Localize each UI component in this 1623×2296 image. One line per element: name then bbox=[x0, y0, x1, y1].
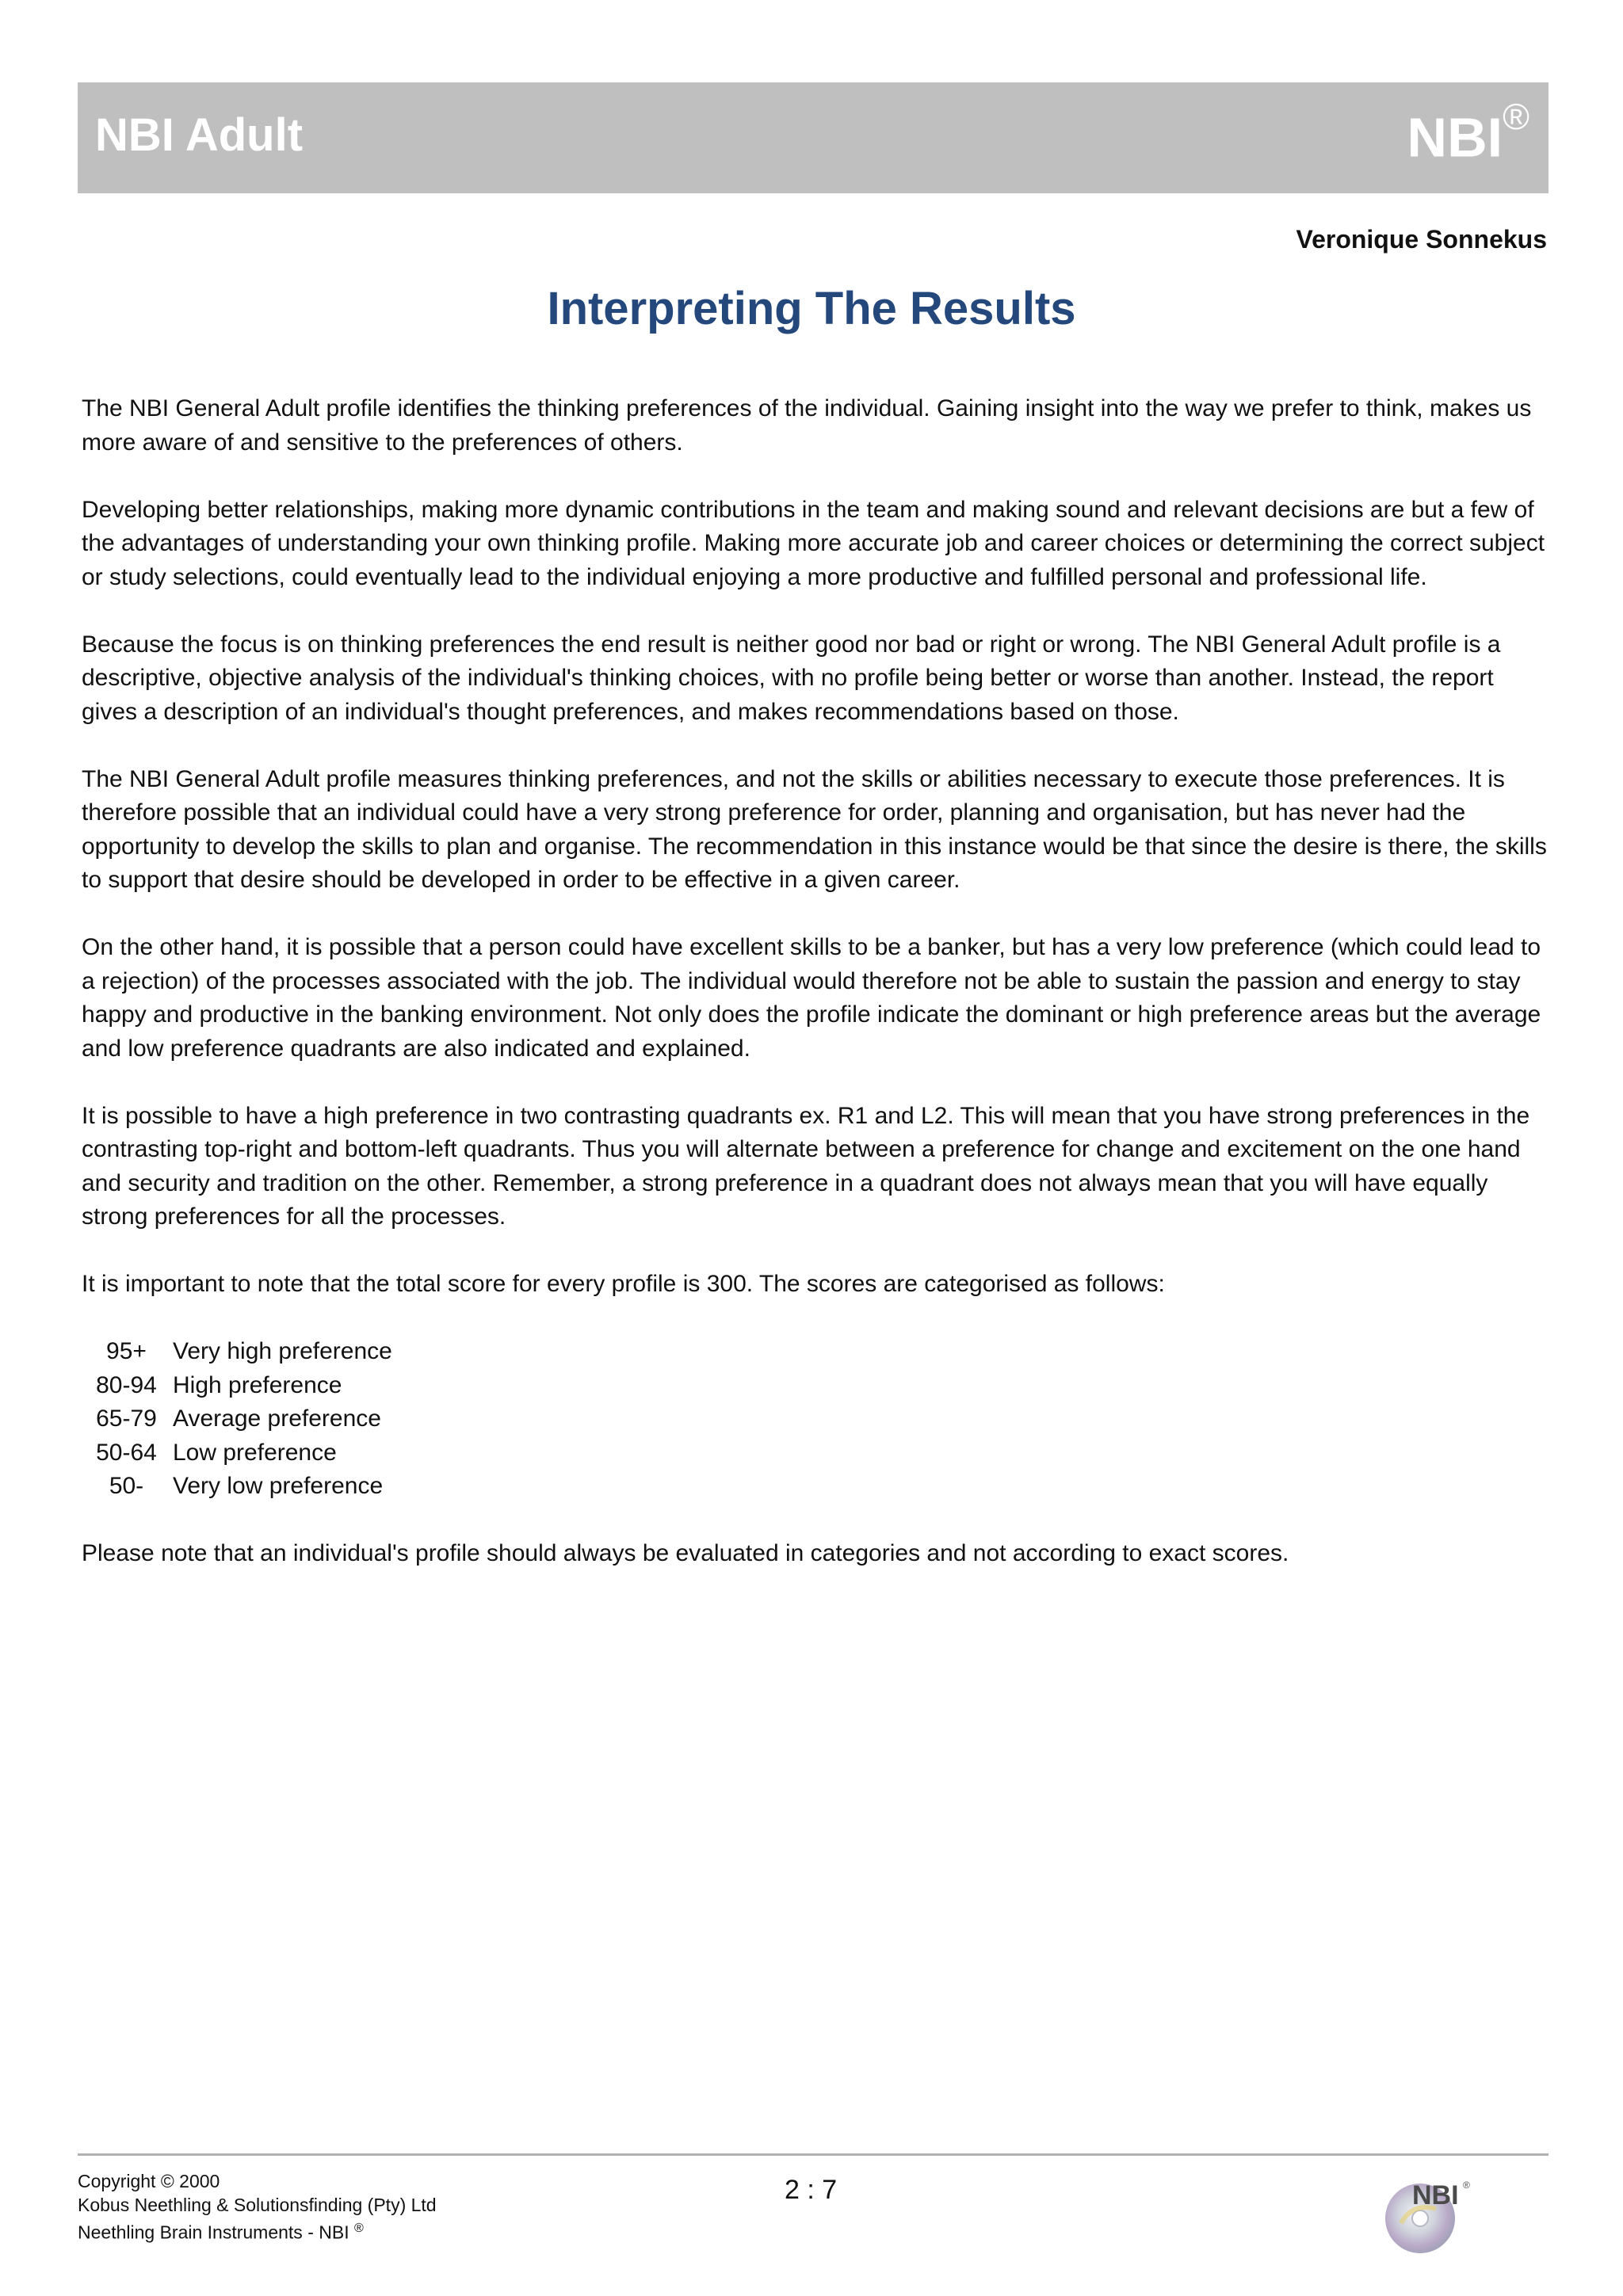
score-label: Very high preference bbox=[173, 1338, 392, 1364]
score-range: 80-94 bbox=[96, 1371, 157, 1398]
paragraph: It is important to note that the total score for every profile is 300. The scores are categorised as follows: bbox=[82, 1271, 1165, 1297]
paragraph: The NBI General Adult profile measures thinking preferences, and not the skills or abilities necessary to execute those preferences. It is therefore possible that an individual could have a very strong preference for order, planning and organisation, but has never had the opportunity to develop the skills to plan and organise. The recommendation in this instance would be that since the desire is there, the skills to support that desire should be developed in order to be effective in a given career. bbox=[82, 765, 1547, 893]
score-label: Very low preference bbox=[173, 1473, 384, 1499]
score-range: 95+ bbox=[106, 1338, 147, 1364]
footer-copyright: Copyright © 2000 bbox=[78, 2171, 220, 2191]
page-number: 2 : 7 bbox=[785, 2175, 838, 2205]
registered-mark: ® bbox=[1503, 96, 1529, 137]
score-row bbox=[82, 1436, 1548, 1470]
paragraph: Developing better relationships, making more dynamic contributions in the team and making sound and relevant decisions are but a few of the advantages of understanding your own thinking profile. Making more accurate job and career choices or determining the correct subject or study selections, could eventually lead to the individual enjoying a more productive and fulfilled personal and professional life. bbox=[82, 496, 1545, 590]
header-bar bbox=[78, 82, 1549, 193]
paragraph: Because the focus is on thinking preferences the end result is neither good nor bad or right or wrong. The NBI General Adult profile is a descriptive, objective analysis of the individual's thinking choices, with no profile being better or worse than another. Instead, the report gives a description of an individual's thought preferences, and makes recommendations based on those. bbox=[82, 631, 1501, 725]
score-row bbox=[82, 1335, 1548, 1369]
footer-divider bbox=[78, 2153, 1549, 2156]
score-categories bbox=[82, 1335, 1548, 1504]
logo-registered-mark: ® bbox=[1463, 2180, 1470, 2191]
paragraph: It is possible to have a high preference in two contrasting quadrants ex. R1 and L2. This will mean that you have strong preferences in the contrasting top-right and bottom-left quadrants. Thus you will alternate between a preference for change and excitement on the one hand and security and tradition on the other. Remember, a strong preference in a quadrant does not always mean that you will have equally strong preferences for all the processes. bbox=[82, 1102, 1530, 1230]
score-label: Low preference bbox=[173, 1439, 337, 1466]
score-row bbox=[82, 1470, 1548, 1504]
logo-disc-hole bbox=[1412, 2210, 1428, 2226]
score-row bbox=[82, 1369, 1548, 1403]
content-body bbox=[82, 392, 1548, 1604]
score-range: 65-79 bbox=[96, 1405, 157, 1432]
header-logo bbox=[1407, 96, 1529, 169]
header-logo-text: NBI bbox=[1407, 106, 1503, 169]
footer-brand: Neethling Brain Instruments - NBI bbox=[78, 2222, 349, 2243]
footer-info bbox=[78, 2169, 437, 2245]
score-label: High preference bbox=[173, 1371, 342, 1398]
score-label: Average preference bbox=[173, 1405, 381, 1432]
paragraph: The NBI General Adult profile identifies the thinking preferences of the individual. Gaining insight into the way we prefer to think, makes us more aware of and sensitive to the preferences of others. bbox=[82, 395, 1532, 456]
header-title: NBI Adult bbox=[95, 109, 304, 161]
page-title: Interpreting The Results bbox=[547, 283, 1076, 334]
nbi-logo-icon bbox=[1381, 2171, 1476, 2258]
footer-company: Kobus Neethling & Solutionsfinding (Pty) Ltd bbox=[78, 2195, 437, 2215]
footer-registered-mark: ® bbox=[353, 2222, 364, 2235]
logo-text: NBI bbox=[1412, 2180, 1459, 2210]
footer-brand-line bbox=[78, 2217, 437, 2245]
paragraph: On the other hand, it is possible that a person could have excellent skills to be a banker, but has a very low preference (which could lead to a rejection) of the processes associated with the job. The individual would therefore not be able to sustain the passion and energy to stay happy and productive in the banking environment. Not only does the profile indicate the dominant or high preference areas but the average and low preference quadrants are also indicated and explained. bbox=[82, 934, 1541, 1062]
score-range: 50- bbox=[109, 1473, 144, 1499]
person-name: Veronique Sonnekus bbox=[1296, 225, 1547, 254]
score-range: 50-64 bbox=[96, 1439, 157, 1466]
closing-note: Please note that an individual's profile should always be evaluated in categories and not according to exact scores. bbox=[82, 1540, 1289, 1566]
score-row bbox=[82, 1402, 1548, 1436]
